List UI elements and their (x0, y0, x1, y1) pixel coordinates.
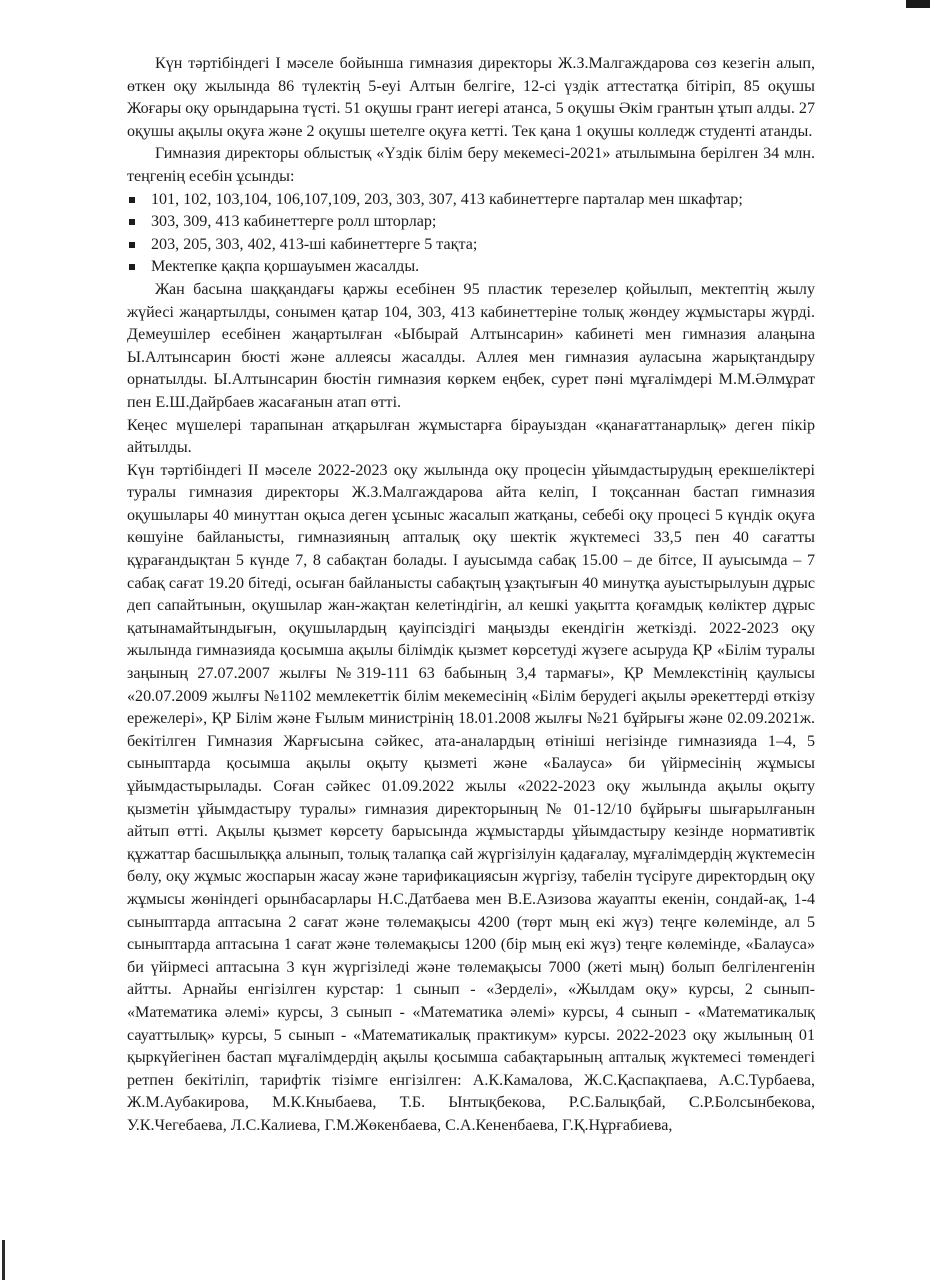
list-item (127, 211, 815, 234)
expense-list (127, 189, 815, 279)
document-body (127, 53, 815, 1138)
paragraph-council-opinion: Кеңес мүшелері тарапынан атқарылған жұмыстарға бірауыздан «қанағаттанарлық» деген пікір айтылды. (127, 416, 815, 457)
list-item (127, 234, 815, 257)
paragraph-issue-2: Күн тәртібіндегі ІІ мәселе 2022-2023 оқу жылында оқу процесін ұйымдастырудың ерекшеліктері туралы гимназия директоры Ж.З.Малгаждарова айта келіп, І тоқсаннан бастап гимназия оқушылары 40 минуттан оқыса деген ұсыныс жасалып жатқаны, себебі оқу процесі 5 күндік оқуға көшуіне байланысты, гимназияның апталық оқу шектік жүктемесі 33,5 пен 40 сағатты құрағандықтан 5 күнде 7, 8 сабақтан болады. І ауысымда сабақ 15.00 – де бітсе, ІІ ауысымда – 7 сабақ сағат 19.20 бітеді, осыған байланысты сабақтың ұзақтығын 40 минутқа ауыстырылуын дұрыс деп сапайтынын, оқушылар жан-жақтан келетіндігін, ал кешкі уақытта қоғамдық көліктер дұрыс қатынамайтындығын, оқушылардың қауіпсіздігі маңызды екендігін жеткізді. 2022-2023 оқу жылында гимназияда қосымша ақылы білімдік қызмет көрсетуді жүзеге асыруда ҚР «Білім туралы заңының 27.07.2007 жылғы №319-111 63 бабының 3,4 тармағы», ҚР Мемлекстінің қаулысы «20.07.2009 жылғы №1102 мемлекеттік білім мекемесінің «Білім берудегі ақылы әрекеттерді өткізу ережелері», ҚР Білім және Ғылым министрінің 18.01.2008 жылғы №21 бұйрығы және 02.09.2021ж. бекітілген Гимназия Жарғысына сәйкес, ата-аналардың өтініші негізінде гимназияда 1–4, 5 сыныптарда қосымша ақылы оқыту қызметі және «Балауса» би үйірмесінің жұмысы ұйымдастырылады. Соған сәйкес 01.09.2022 жылы «2022-2023 оқу жылында ақылы оқыту қызметін ұйымдастыру туралы» гимназия директорының № 01-12/10 бұйрығы шығарылғанын айтып өтті. Ақылы қызмет көрсету барысында жұмыстарды ұйымдастыру кезінде нормативтік құжаттар басшылыққа алынып, толық талапқа сай жүргізілуін қадағалау, мұғалімдердің жүктемесін бөлу, оқу жұмыс жоспарын жасау және тарификациясын жүргізу, табелін түсіруге директордың оқу жұмысы жөніндегі орынбасарлары Н.С.Датбаева мен В.Е.Азизова жауапты екенін, сондай-ақ, 1-4 сыныптарда аптасына 2 сағат және төлемақысы 4200 (төрт мың екі жүз) теңге көлемінде, ал 5 сыныптарда аптасына 1 сағат және төлемақысы 1200 (бір мың екі жүз) теңге көлемінде, «Балауса» би үйірмесі аптасына 3 күн жүргізіледі және төлемақысы 7000 (жеті мың) болып белгіленгенін айтты. Арнайы енгізілген курстар: 1 сынып - «Зерделі», «Жылдам оқу» курсы, 2 сынып- «Математика әлемі» курсы, 3 сынып - «Математика әлемі» курсы, 4 сынып - «Математикалық сауаттылық» курсы, 5 сынып - «Математикалық практикум» курсы. 2022-2023 оқу жылының 01 қыркүйегінен бастап мұғалімдердің ақылы қосымша сабақтарының апталық жүктемесі төмендегі ретпен бекітіліп, тарифтік тізімге енгізілген: А.К.Камалова, Ж.С.Қаспақпаева, А.С.Турбаева, Ж.М.Аубакирова, М.К.Кныбаева, Т.Б. Ынтықбекова, Р.С.Балықбай, С.Р.Болсынбекова, У.К.Чегебаева, Л.С.Калиева, Г.М.Жөкенбаева, С.А.Кененбаева, Г.Қ.Нұрғабиева, (127, 461, 815, 1134)
paragraph-issue-1: Күн тәртібіндегі І мәселе бойынша гимназия директоры Ж.З.Малгаждарова сөз кезегін алып, өткен оқу жылында 86 түлектің 5-еуі Алтын белгіге, 12-сі үздік аттестатқа бітіріп, 85 оқушы Жоғары оқу орындарына түсті. 51 оқушы грант иегері атанса, 5 оқушы Әкім грантын ұтып алды. 27 оқушы ақылы оқуға және 2 оқушы шетелге оқуға кетті. Тек қана 1 оқушы колледж студенті атанды. (127, 55, 815, 140)
list-item (127, 256, 815, 279)
list-item-text: Мектепке қақпа қоршауымен жасалды. (151, 258, 420, 276)
bullet-icon (129, 197, 135, 203)
paragraph-renovation: Жан басына шаққандағы қаржы есебінен 95 пластик терезелер қойылып, мектептің жылу жүйесі жаңартылды, сонымен қатар 104, 303, 413 кабинеттеріне толық жөндеу жұмыстары жүрді. Демеушілер есебінен жаңартылған «Ыбырай Алтынсарин» кабинеті мен гимназия алаңына Ы.Алтынсарин бюсті және аллеясы жасалды. Аллея мен гимназия ауласына жарықтандыру орнатылды. Ы.Алтынсарин бюстін гимназия көркем еңбек, сурет пәні мұғалімдері М.М.Әлмұрат пен Е.Ш.Дайрбаев жасағанын атап өтті. (127, 280, 815, 411)
list-item (127, 189, 815, 212)
scan-edge-mark (2, 1240, 5, 1280)
bullet-icon (129, 264, 135, 270)
bullet-icon (129, 219, 135, 225)
bullet-icon (129, 242, 135, 248)
scan-edge-mark (906, 0, 930, 8)
list-item-text: 203, 205, 303, 402, 413-ші кабинеттерге 5 тақта; (151, 235, 478, 253)
list-item-text: 303, 309, 413 кабинеттерге ролл шторлар; (151, 213, 437, 231)
list-item-text: 101, 102, 103,104, 106,107,109, 203, 303, 307, 413 кабинеттерге парталар мен шкафтар; (151, 190, 743, 208)
paragraph-report-intro: Гимназия директоры облыстық «Үздік білім беру мекемесі-2021» атылымына берілген 34 млн. теңгенің есебін ұсынды: (127, 145, 815, 185)
